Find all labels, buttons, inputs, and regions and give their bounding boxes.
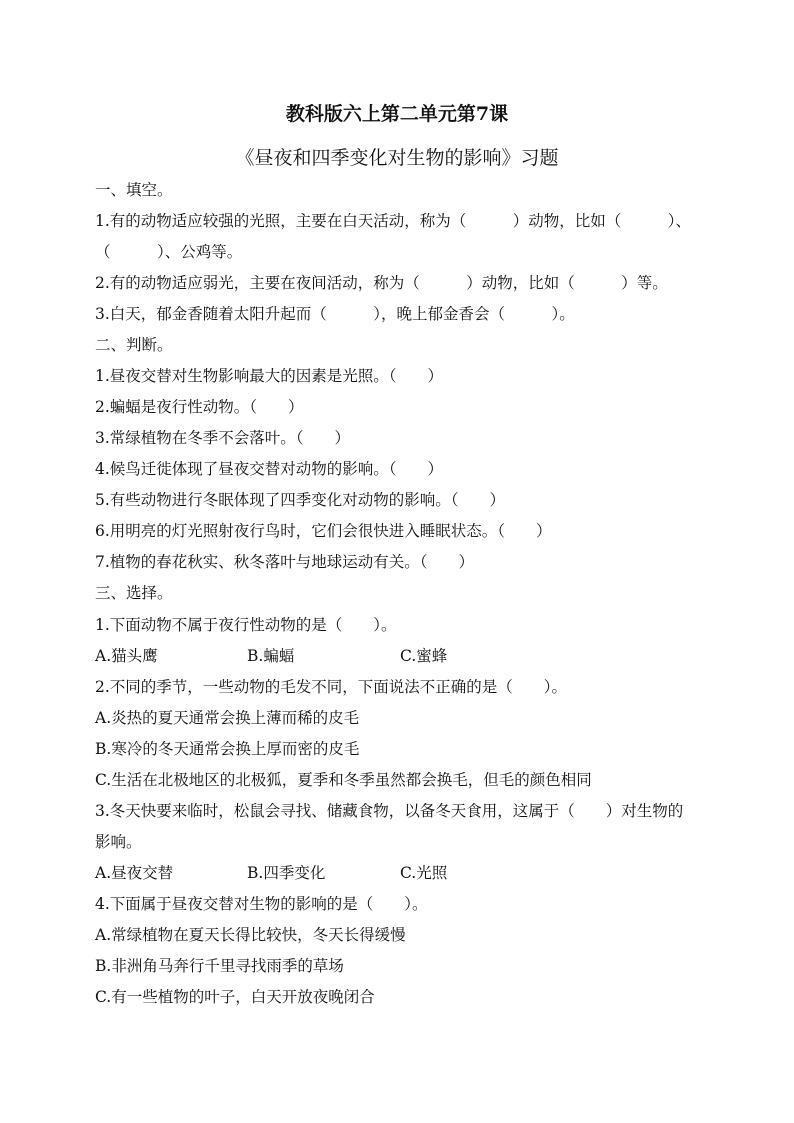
choice-question-1-option-b: B.蝙蝠 [247,647,295,665]
choice-question-2-option-b: B.寒冷的冬天通常会换上厚而密的皮毛 [95,740,360,758]
judge-question: 5.有些动物进行冬眠体现了四季变化对动物的影响。（ ） [95,491,506,509]
choice-question-4-stem: 4.下面属于昼夜交替对生物的影响的是（ ）。 [95,895,428,913]
fill-question-3: 3.白天，郁金香随着太阳升起而（ ），晚上郁金香会（ ）。 [95,305,575,323]
choice-question-2-option-c: C.生活在北极地区的北极狐，夏季和冬季虽然都会换毛，但毛的颜色相同 [95,771,592,789]
choice-question-1-option-a: A.猫头鹰 [95,647,158,665]
judge-question: 4.候鸟迁徙体现了昼夜交替对动物的影响。（ ） [95,460,444,478]
page-subtitle: 《昼夜和四季变化对生物的影响》习题 [235,147,559,169]
choice-question-3-option-b: B.四季变化 [247,864,326,882]
choice-question-3-option-a: A.昼夜交替 [95,864,174,882]
fill-question-1-line-1: 1.有的动物适应较强的光照，主要在白天活动，称为（ ）动物，比如（ ）、 [95,212,692,230]
choice-question-2-option-a: A.炎热的夏天通常会换上薄而稀的皮毛 [95,709,360,727]
choice-question-4-option-a: A.常绿植物在夏天长得比较快，冬天长得缓慢 [95,926,406,944]
judge-question: 3.常绿植物在冬季不会落叶。（ ） [95,429,351,447]
choice-question-4-option-b: B.非洲角马奔行千里寻找雨季的草场 [95,957,344,975]
judge-question: 1.昼夜交替对生物影响最大的因素是光照。（ ） [95,367,444,385]
judge-question: 6.用明亮的灯光照射夜行鸟时，它们会很快进入睡眠状态。（ ） [95,522,552,540]
page-title: 教科版六上第二单元第7课 [285,103,509,125]
fill-question-2: 2.有的动物适应弱光，主要在夜间活动，称为（ ）动物，比如（ ）等。 [95,274,668,292]
choice-question-1-stem: 1.下面动物不属于夜行性动物的是（ ）。 [95,616,397,634]
choice-question-1-option-c: C.蜜蜂 [400,647,448,665]
choice-question-3-option-c: C.光照 [400,864,448,882]
choice-question-4-option-c: C.有一些植物的叶子，白天开放夜晚闭合 [95,988,375,1006]
fill-question-1-line-2: （ ）、公鸡等。 [95,243,243,261]
judge-question: 2.蝙蝠是夜行性动物。（ ） [95,398,304,416]
choice-question-3-stem-line-1: 3.冬天快要来临时，松鼠会寻找、储藏食物，以备冬天食用，这属于（ ）对生物的 [95,802,684,820]
section-heading-judge: 二、判断。 [95,336,173,354]
judge-question: 7.植物的春花秋实、秋冬落叶与地球运动有关。（ ） [95,553,475,571]
choice-question-3-stem-line-2: 影响。 [95,833,142,851]
section-heading-fill: 一、填空。 [95,181,173,199]
section-heading-choice: 三、选择。 [95,584,173,602]
choice-question-2-stem: 2.不同的季节，一些动物的毛发不同，下面说法不正确的是（ ）。 [95,678,568,696]
